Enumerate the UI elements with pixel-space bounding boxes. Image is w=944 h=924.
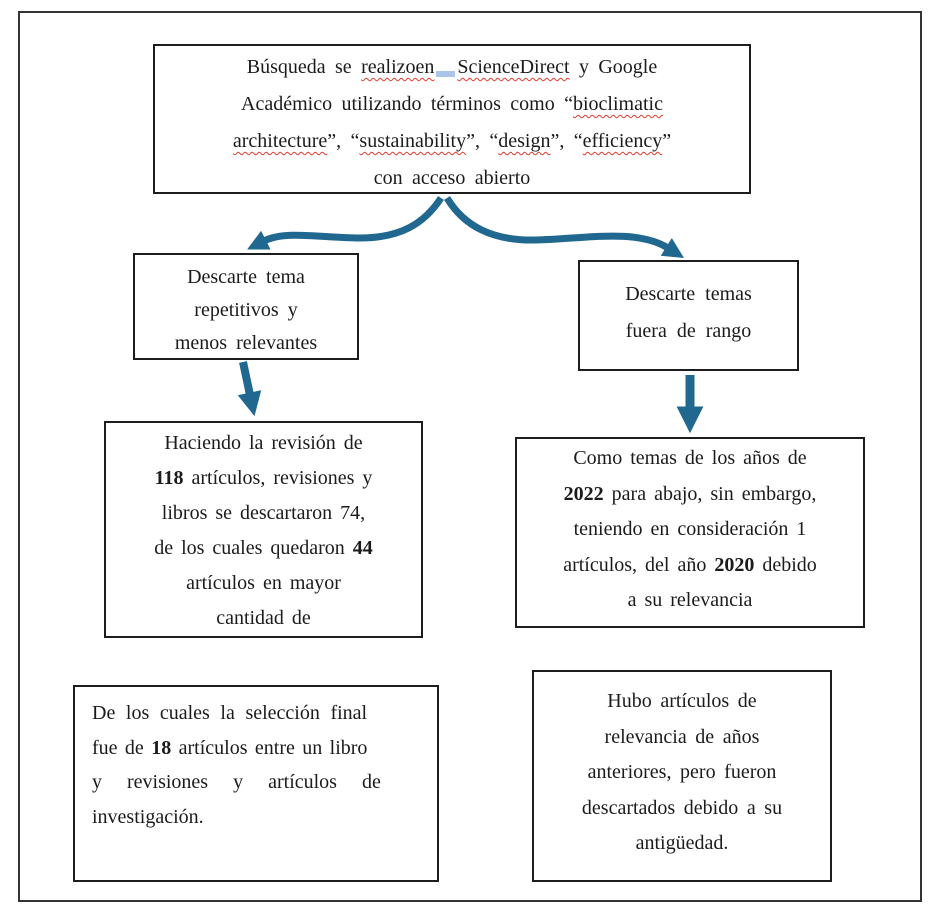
line	[517, 512, 863, 548]
line	[534, 755, 830, 791]
misspelled-text: sustainability	[359, 130, 467, 152]
final-selection-box	[73, 685, 439, 882]
text-segment: fuera de rango	[625, 320, 752, 342]
text-segment: artículos, revisiones y	[183, 467, 373, 489]
count-18: 18	[151, 736, 172, 759]
misspelled-text: efficiency	[582, 130, 663, 152]
line	[106, 496, 421, 531]
text-segment: Académico utilizando términos como “	[241, 93, 573, 115]
text-segment: menos relevantes	[174, 332, 318, 354]
line	[106, 601, 421, 636]
line	[106, 566, 421, 601]
text-segment: ”	[662, 130, 672, 152]
line	[92, 800, 423, 835]
text-segment: ”, “	[550, 130, 583, 152]
text-segment: repetitivos y	[194, 299, 298, 321]
text-segment: teniendo en consideración 1	[573, 518, 807, 540]
line	[106, 426, 421, 461]
text-segment: de los cuales quedaron	[154, 537, 353, 559]
line	[534, 720, 830, 756]
text-segment: Como temas de los años de	[573, 447, 807, 469]
text-segment: Descarte tema	[187, 266, 305, 288]
line	[517, 477, 863, 513]
line	[155, 49, 749, 86]
count-118: 118	[154, 467, 184, 489]
line	[534, 684, 830, 720]
text-segment: fue de	[92, 736, 152, 759]
text-segment: artículos, del año	[563, 553, 715, 576]
misspelled-text: ScienceDirect	[457, 56, 570, 78]
text-segment: De los cuales la selección final	[92, 702, 368, 724]
line	[534, 826, 830, 862]
line	[106, 531, 421, 566]
search-sources-box	[153, 44, 751, 194]
text-segment: descartados debido a su	[581, 796, 783, 819]
text-segment: antigüedad.	[635, 832, 729, 854]
line	[135, 327, 357, 360]
text-segment: artículos en mayor	[186, 572, 341, 594]
text-segment: ”, “	[327, 130, 360, 152]
text-segment: cantidad de	[216, 607, 311, 629]
text-segment: anteriores, pero fueron	[587, 761, 777, 783]
text-segment: artículos entre un libro	[171, 736, 368, 759]
text-segment: debido	[754, 553, 817, 576]
text-segment: y revisiones y artículos de	[92, 771, 381, 793]
line	[517, 441, 863, 477]
discard-repetitive-box	[133, 253, 359, 360]
text-segment: a su relevancia	[627, 589, 753, 611]
misspelled-text: architecture	[232, 130, 328, 152]
discard-out-of-range-box	[578, 260, 799, 371]
text-segment: ”, “	[466, 130, 499, 152]
year-2022: 2022	[563, 482, 604, 505]
line	[517, 583, 863, 619]
text-segment: investigación.	[92, 805, 204, 828]
text-segment: y Google	[569, 56, 658, 78]
line	[534, 791, 830, 827]
text-segment: Hubo artículos de	[607, 690, 757, 712]
text-segment: relevancia de años	[604, 725, 760, 748]
line	[92, 731, 423, 766]
misspelled-text: bioclimatic	[572, 93, 663, 115]
misspelled-text: realizoen	[361, 56, 435, 78]
double-space-mark	[436, 71, 455, 77]
review-118-articles-box	[104, 421, 423, 638]
line	[580, 276, 797, 313]
line	[155, 123, 749, 160]
text-segment: con acceso abierto	[373, 167, 531, 189]
count-44: 44	[352, 537, 373, 559]
misspelled-text: design	[498, 130, 551, 152]
line	[106, 461, 421, 496]
line	[580, 313, 797, 350]
text-segment: Haciendo la revisión de	[164, 432, 363, 454]
older-articles-box	[532, 670, 832, 882]
year-filter-box	[515, 437, 865, 628]
text-segment: Búsqueda se	[246, 56, 362, 78]
line	[92, 696, 423, 731]
line	[135, 261, 357, 294]
line	[155, 160, 749, 197]
line	[92, 765, 423, 800]
line	[135, 294, 357, 327]
line	[517, 548, 863, 584]
text-segment: Descarte temas	[625, 283, 752, 305]
year-2020: 2020	[714, 553, 755, 576]
text-segment: libros se descartaron 74,	[161, 502, 366, 524]
line	[155, 86, 749, 123]
text-segment: para abajo, sin embargo,	[603, 482, 817, 505]
